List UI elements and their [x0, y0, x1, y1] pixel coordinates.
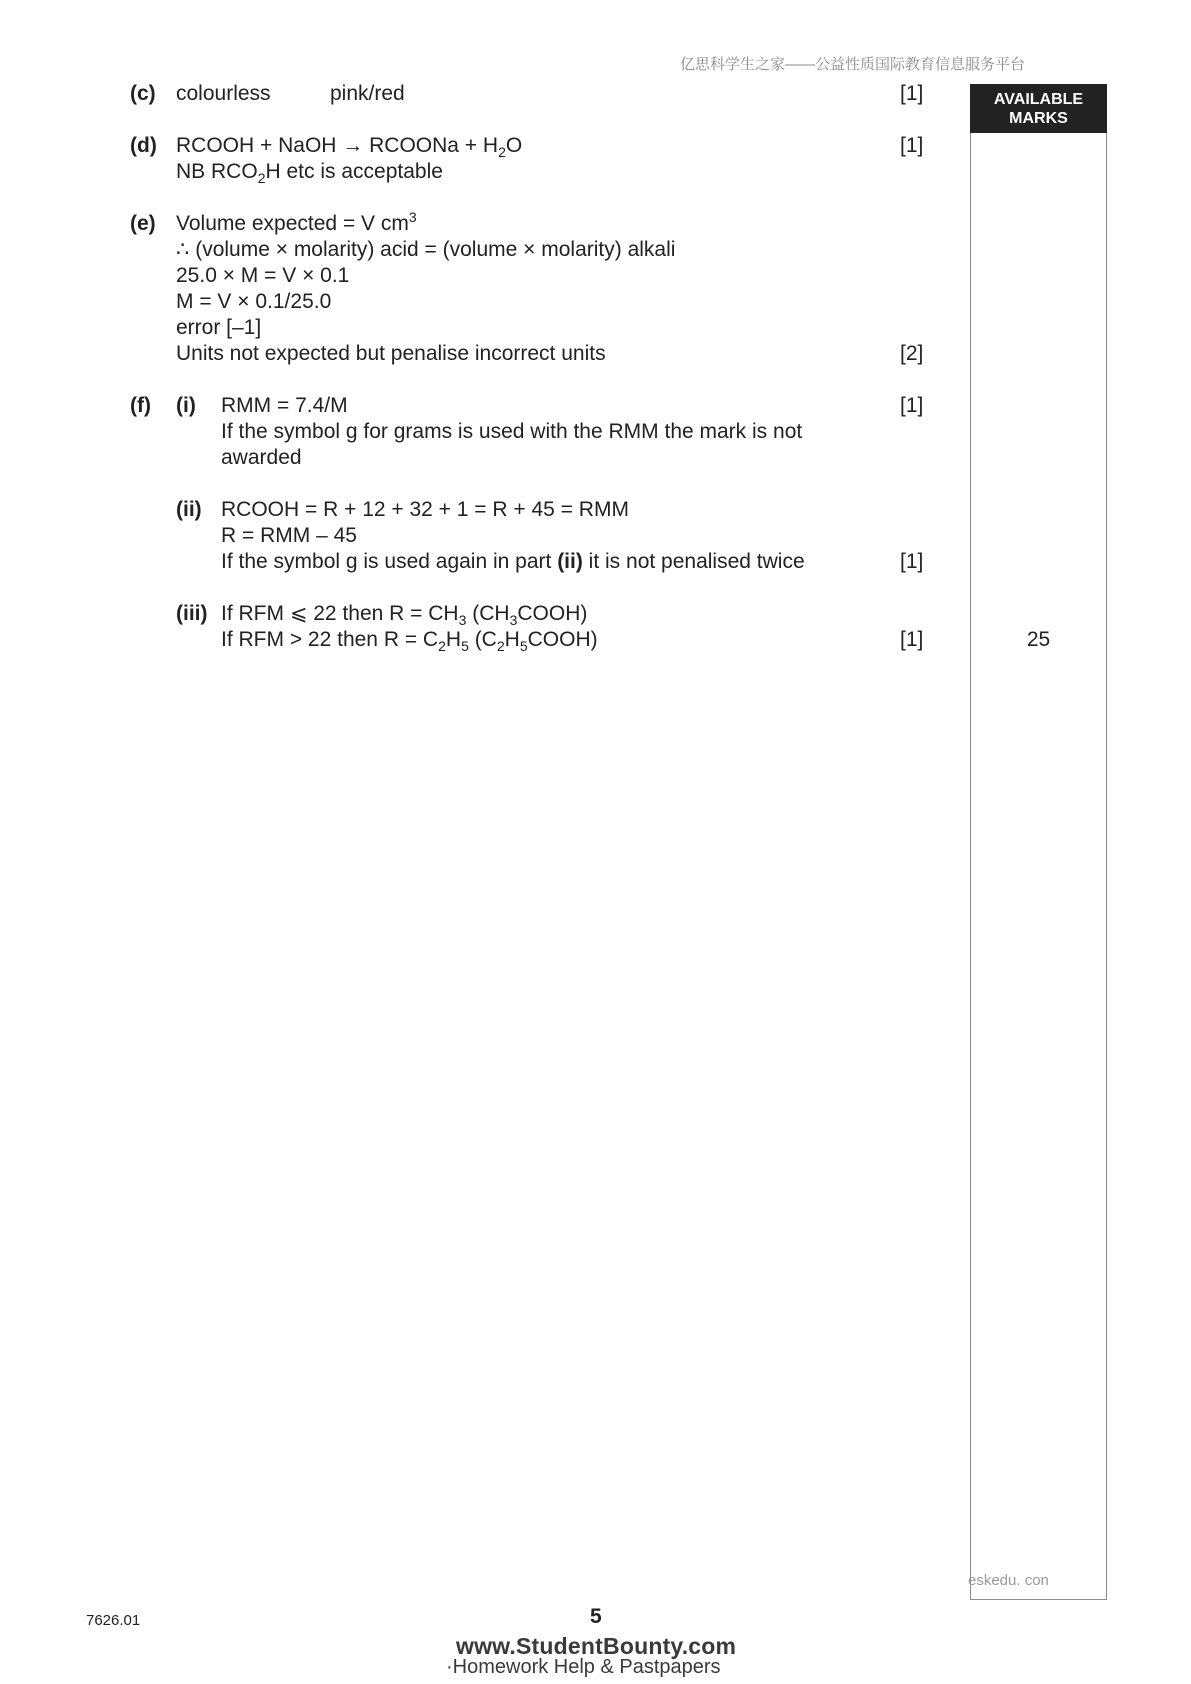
- part-f-i-label: (i): [176, 394, 196, 417]
- part-f-i-line2: If the symbol g for grams is used with the RMM the mark is not: [221, 420, 803, 443]
- part-e-line2: ∴ (volume × molarity) acid = (volume × molarity) alkali: [176, 238, 676, 261]
- part-d-note: NB $RCO_2H$ etc is acceptable: [176, 160, 443, 187]
- page-number: 5: [590, 1605, 602, 1628]
- available-marks-header-line1: AVAILABLE: [993, 91, 1084, 108]
- available-marks-header: [970, 84, 1107, 133]
- part-f-i-line1: RMM = 7.4/M: [221, 394, 348, 417]
- available-marks-column: [970, 84, 1107, 1600]
- part-e-line3: 25.0 × M = V × 0.1: [176, 264, 350, 287]
- part-c-label: (c): [130, 82, 156, 105]
- part-f-label: (f): [130, 394, 151, 417]
- part-f-iii-line1: If RFM ⩽ 22 then $R = CH_3$ $(CH_3COOH)$: [221, 602, 588, 629]
- part-d-mark: [1]: [900, 134, 924, 157]
- studentbounty-url: www.StudentBounty.com: [456, 1633, 737, 1659]
- part-f-iii-line2: If RFM > 22 then $R = C_2H_5$ $(C_2H_5COOH)$: [221, 628, 598, 655]
- available-marks-total: 25: [1026, 628, 1051, 651]
- part-f-iii-label: (iii): [176, 602, 208, 625]
- part-e-label: (e): [130, 212, 156, 235]
- part-e-line4: M = V × 0.1/25.0: [176, 290, 332, 313]
- part-f-ii-line3: If the symbol g is used again in part (ii) it is not penalised twice: [221, 550, 805, 573]
- part-c-text1: colourless: [176, 82, 271, 105]
- footer-watermark: eskedu. con: [968, 1572, 1049, 1589]
- part-c-mark: [1]: [900, 82, 924, 105]
- part-d-equation: RCOOH + NaOH → RCOONa + $H_2O$: [176, 134, 523, 161]
- part-f-ii-label: (ii): [176, 498, 202, 521]
- studentbounty-tagline: ·Homework Help & Pastpapers: [446, 1656, 721, 1678]
- part-d-label: (d): [130, 134, 157, 157]
- part-e-mark: [2]: [900, 342, 924, 365]
- available-marks-header-line2: MARKS: [1009, 110, 1068, 127]
- part-c-text2: pink/red: [330, 82, 405, 105]
- part-f-ii-line1: RCOOH = R + 12 + 32 + 1 = R + 45 = RMM: [221, 498, 629, 521]
- part-e-line6: Units not expected but penalise incorrect units: [176, 342, 606, 365]
- part-f-iii-mark: [1]: [900, 628, 924, 651]
- part-e-line5: error [–1]: [176, 316, 262, 339]
- header-watermark-text: 亿思科学生之家——公益性质国际教育信息服务平台: [680, 56, 1026, 73]
- part-f-ii-line2: R = RMM – 45: [221, 524, 357, 547]
- paper-code: 7626.01: [86, 1612, 141, 1629]
- part-e-line1: Volume expected = V $cm^3$: [176, 209, 417, 235]
- part-f-i-mark: [1]: [900, 394, 924, 417]
- part-f-ii-mark: [1]: [900, 550, 924, 573]
- part-f-i-line3: awarded: [221, 446, 302, 469]
